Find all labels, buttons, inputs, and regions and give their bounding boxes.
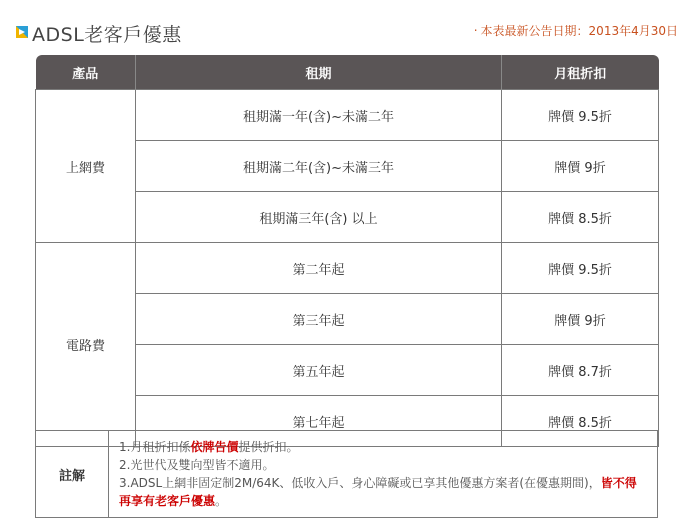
category-cell: 上網費: [36, 90, 136, 243]
note-line: 3.ADSL上網非固定制2M/64K、低收入戶、身心障礙或已享其他優惠方案者(在優惠期間)，皆不得再享有老客戶優惠。: [119, 476, 637, 508]
term-cell: 第七年起: [136, 396, 502, 447]
column-header-product: 產品: [36, 55, 136, 90]
term-cell: 租期滿三年(含) 以上: [136, 192, 502, 243]
title-marker-icon: [16, 26, 28, 38]
page-title: ADSL老客戶優惠: [32, 24, 182, 46]
discount-table: [35, 55, 659, 447]
table-row: [36, 243, 659, 294]
column-header-term: 租期: [136, 55, 502, 90]
category-cell: 電路費: [36, 243, 136, 447]
term-cell: 第五年起: [136, 345, 502, 396]
discount-cell: 牌價 9.5折: [502, 243, 659, 294]
discount-cell: 牌價 9折: [502, 141, 659, 192]
discount-cell: 牌價 9折: [502, 294, 659, 345]
term-cell: 第三年起: [136, 294, 502, 345]
bullet-icon: ‧: [473, 24, 478, 38]
discount-cell: 牌價 9.5折: [502, 90, 659, 141]
term-cell: 租期滿一年(含)~未滿二年: [136, 90, 502, 141]
note-line: 1.月租折扣係依牌告價提供折扣。: [119, 440, 299, 454]
column-header-discount: 月租折扣: [502, 55, 659, 90]
discount-cell: 牌價 8.5折: [502, 192, 659, 243]
notes-body: [109, 431, 658, 518]
discount-cell: 牌價 8.5折: [502, 396, 659, 447]
table-row: [36, 90, 659, 141]
term-cell: 租期滿二年(含)~未滿三年: [136, 141, 502, 192]
notes-label: 註解: [36, 431, 109, 518]
term-cell: 第二年起: [136, 243, 502, 294]
announcement-date: [474, 22, 678, 39]
discount-cell: 牌價 8.7折: [502, 345, 659, 396]
announcement-text: 本表最新公告日期：2013年4月30日: [480, 24, 678, 38]
note-line: 2.光世代及雙向型皆不適用。: [119, 458, 275, 472]
notes-table: [35, 430, 658, 518]
